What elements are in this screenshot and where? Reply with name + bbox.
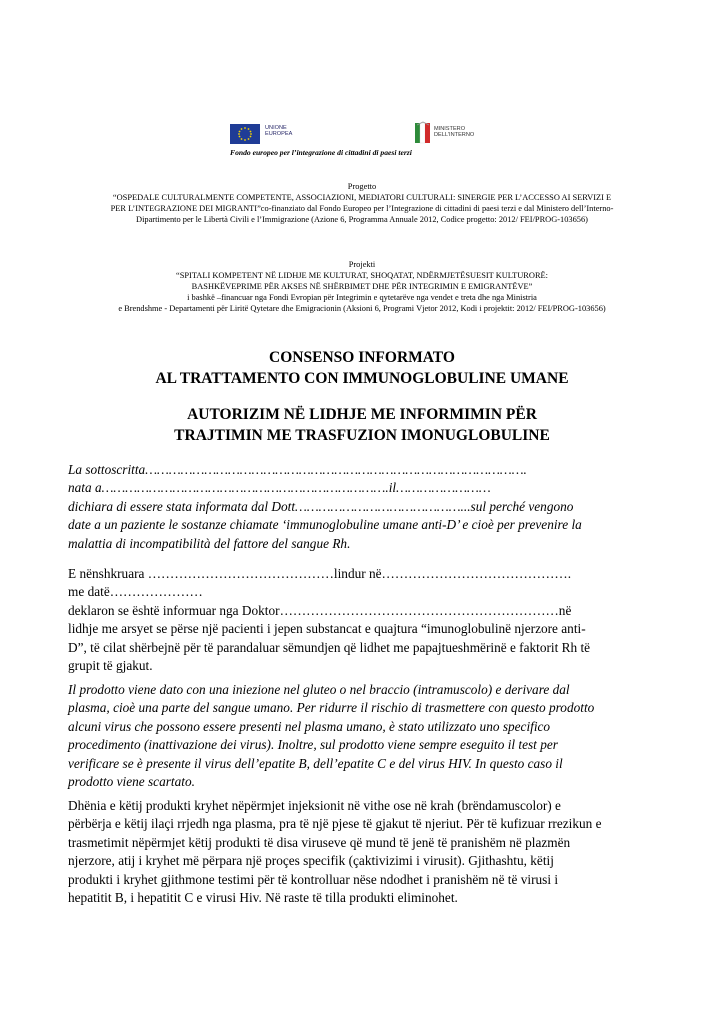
declaration-line: malattia di incompatibilità del fattore del sangue Rh. — [68, 535, 351, 551]
project-line: e Brendshme - Departamenti për Liritë Qytetare dhe Emigracionin (Aksioni 6, Programi Vjetor 2012, Kodi i projektit: 2012/ FEI/PROG-103656) — [118, 304, 606, 313]
info-line: verificare se è presente il virus dell’epatite B, dell’epatite C e del virus HIV. In questo caso il — [68, 755, 563, 771]
declaration-line: E nënshkruara ……………………………………lindur në……………………………………. — [68, 566, 572, 581]
declaration-line: La sottoscritta……………………………………………………………………………………. — [68, 462, 527, 477]
ministry-label — [434, 126, 474, 139]
title-al — [60, 404, 664, 446]
project-label-it: Progetto — [347, 182, 377, 191]
declaration-line: dichiara di essere stata informata dal Dott……………………………………...sul perché vengono — [68, 498, 574, 514]
project-block-al — [60, 259, 664, 314]
declaration-line: D”, të cilat shërbejnë për të parandaluar sëmundjen që lidhet me papajtueshmërinë e faktorit Rh të — [68, 639, 591, 655]
italian-ministry-emblem-icon — [414, 121, 432, 145]
info-line: Dhënia e këtij produkti kryhet nëpërmjet injeksionit në vithe ose në krah (brëndamuscolor) e — [68, 798, 561, 813]
eu-flag-icon — [230, 124, 260, 144]
project-line: BASHKËVEPRIME PËR AKSES NË SHËRBIMET DHE PËR INTEGRIMIN E EMIGRANTËVE” — [191, 282, 533, 291]
project-label-al: Projekti — [348, 260, 376, 269]
info-line: alcuni virus che possono essere presenti nel plasma umano, è stato utilizzato uno specifico — [68, 718, 551, 734]
declaration-line: nata a……………………………………………………………….il…………………… — [68, 480, 491, 496]
title-it-line1: CONSENSO INFORMATO — [269, 349, 455, 366]
title-al-line1: AUTORIZIM NË LIDHJE ME INFORMIMIN PËR — [187, 406, 537, 423]
eu-label — [265, 125, 292, 138]
title-al-line2: TRAJTIMIN ME TRASFUZION IMONUGLOBULINE — [174, 427, 550, 444]
product-info-it — [68, 681, 656, 791]
info-line: trasmetimit nëpërmjet këtij produkti të disa viruseve që mund të jenë të pranishëm në plazmën — [68, 834, 571, 850]
eu-label-line1: UNIONE — [265, 125, 287, 131]
info-line: njerzore, atij i kryhet më përpara një proçes specifik (çaktivizimi i virusit). Gjithashtu, këtij — [68, 853, 554, 869]
info-line: përbërja e këtij ilaçi rrjedh nga plasma, pra të një pjese të gjakut të njeriut. Për të kufizuar rrezikun e — [68, 816, 602, 832]
title-it-line2: AL TRATTAMENTO CON IMMUNOGLOBULINE UMANE — [155, 370, 569, 387]
project-block-it — [60, 181, 664, 225]
project-line: “SPITALI KOMPETENT NË LIDHJE ME KULTURAT, SHOQATAT, NDËRMJETËSUESIT KULTURORË: — [176, 271, 548, 280]
ministry-label-line2: DELL'INTERNO — [434, 132, 475, 139]
info-line: produkti i kryhet gjithmone testimi për të kontrolluar nëse ndodhet i pranishëm në të virusi i — [68, 871, 559, 887]
info-line: hepatitit B, i hepatitit C e virusi Hiv. Në raste të tilla produkti eliminohet. — [68, 890, 458, 906]
declaration-al — [68, 565, 656, 675]
declaration-it — [68, 461, 656, 553]
eu-label-line2: EUROPEA — [265, 131, 293, 138]
info-line: prodotto viene scartato. — [68, 774, 195, 790]
declaration-line: lidhje me arsyet se përse një pacienti i jepen substancat e quajtura “imunoglobulinë njerzore anti- — [68, 621, 586, 637]
title-it — [60, 347, 664, 389]
project-line: Dipartimento per le Libertà Civili e l’Immigrazione (Azione 6, Programma Annuale 2012, Codice progetto: 2012/ FEI/PROG-103656) — [136, 215, 588, 224]
declaration-line: date a un paziente le sostanze chiamate ‘immunoglobuline umane anti-D’ e cioè per prevenire la — [68, 517, 582, 533]
declaration-line: me datë………………… — [68, 584, 203, 600]
info-line: procedimento (inattivazione dei virus). Inoltre, sul prodotto viene sempre eseguito il test per — [68, 737, 558, 753]
declaration-line: grupit të gjakut. — [68, 658, 153, 674]
project-line: “OSPEDALE CULTURALMENTE COMPETENTE, ASSOCIAZIONI, MEDIATORI CULTURALI: SINERGIE PER L’ACCESSO AI SERVIZI E — [112, 193, 612, 202]
project-line: i bashkë –financuar nga Fondi Evropian për Integrimin e qytetarëve nga vendet e treta dhe nga Ministria — [187, 293, 537, 302]
info-line: plasma, cioè una parte del sangue umano. Per ridurre il rischio di trasmettere con questo prodotto — [68, 700, 595, 716]
product-info-al — [68, 797, 656, 907]
ministry-label-line1: MINISTERO — [434, 126, 466, 132]
info-line: Il prodotto viene dato con una iniezione nel gluteo o nel braccio (intramuscolo) e derivare dal — [68, 682, 570, 697]
logo-banner — [228, 118, 492, 162]
fund-caption: Fondo europeo per l’integrazione di cittadini di paesi terzi — [230, 148, 412, 157]
project-line: PER L’INTEGRAZIONE DEI MIGRANTI”co-finanziato dal Fondo Europeo per l’Integrazione di cittadini di paesi terzi e dal Ministero dell’Interno- — [110, 204, 614, 213]
declaration-line: deklaron se është informuar nga Doktor………………………………………………………në — [68, 602, 572, 618]
